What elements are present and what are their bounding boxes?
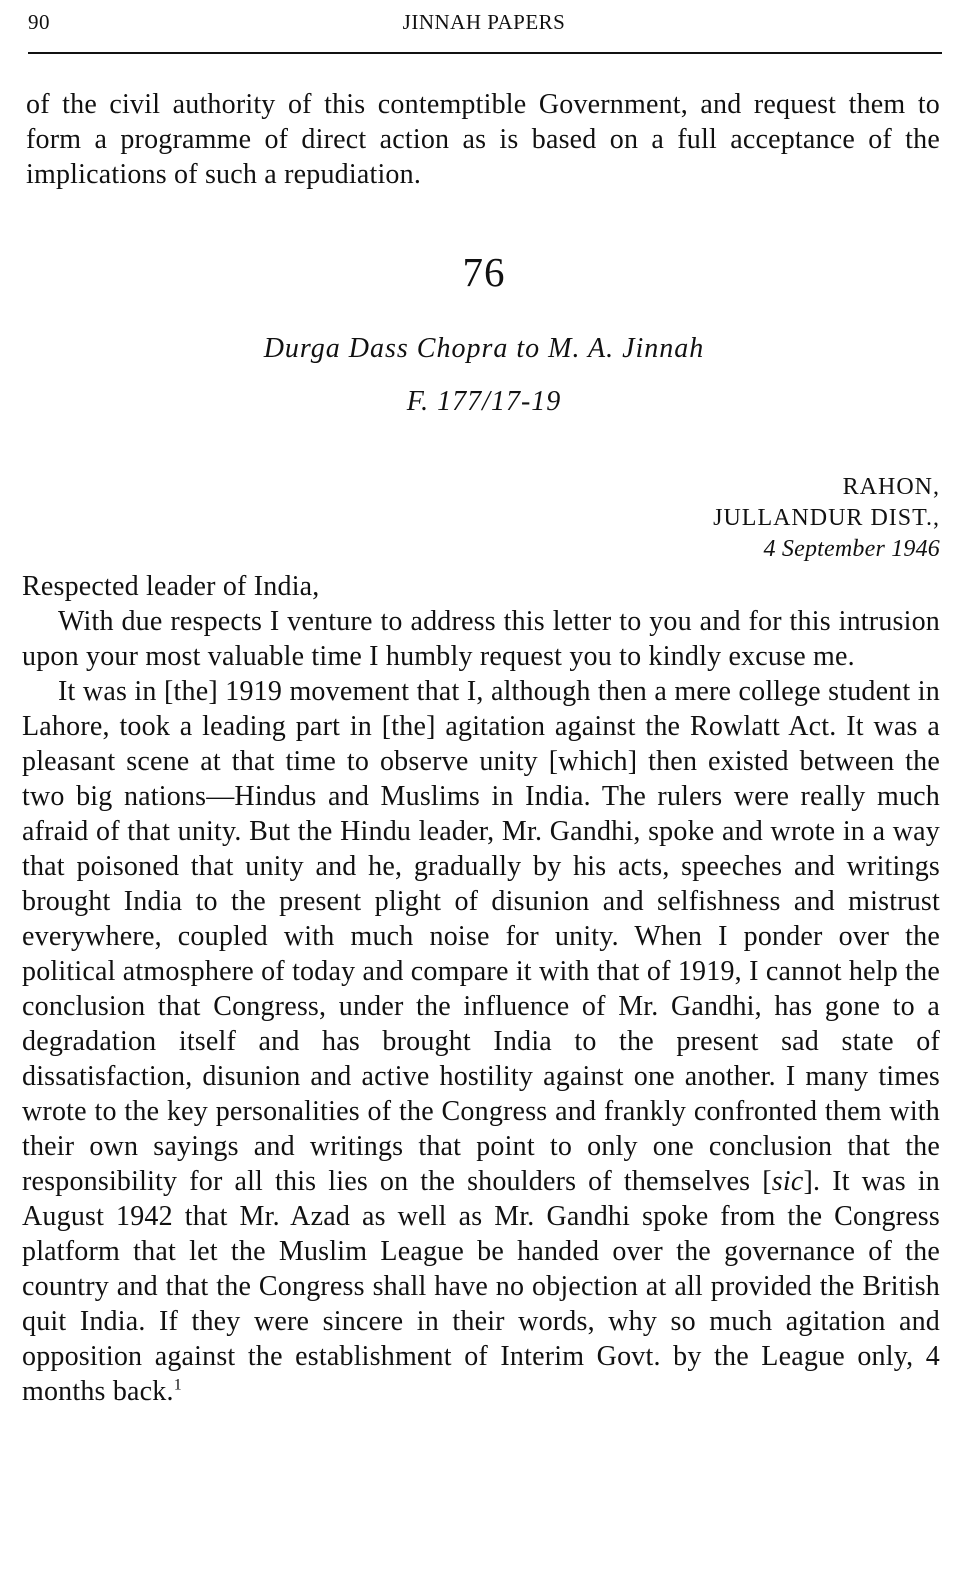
paragraph-2 <box>22 674 940 1409</box>
paragraph-2-part-2: ]. It was in August 1942 that Mr. Azad as well as Mr. Gandhi spoke from the Congress platform that let the Muslim League be handed over the governance of the country and that the Congress shall have no objection at all provided the British quit India. If they were sincere in their words, why so much agitation and opposition against the establishment of Interim Govt. by the League only, 4 months back. <box>22 1166 941 1407</box>
letter-body <box>22 569 940 1409</box>
salutation: Respected leader of India, <box>22 571 320 602</box>
letter-date: 4 September 1946 <box>763 536 940 562</box>
letter-address <box>713 472 940 565</box>
paragraph-1 <box>22 604 940 674</box>
page-number: 90 <box>28 10 50 34</box>
running-head <box>26 8 942 44</box>
address-line-place: RAHON, <box>842 474 940 500</box>
header-rule <box>28 52 942 54</box>
paragraph-2-part-1: It was in [the] 1919 movement that I, although then a mere college student in Lahore, took a leading part in [the] agitation against the Rowlatt Act. It was a pleasant scene at that time to observe unity [which] then existed between the two big nations—Hindus and Muslims in India. The rulers were really much afraid of that unity. But the Hindu leader, Mr. Gandhi, spoke and wrote in a way that poisoned that unity and he, gradually by his acts, speeches and writings brought India to the present plight of disunion and selfishness and mistrust everywhere, coupled with much noise for unity. When I ponder over the political atmosphere of today and compare it with that of 1919, I cannot help the conclusion that Congress, under the influence of Mr. Gandhi, has gone to a degradation itself and has brought India to the present sad state of dissatisfaction, disunion and active hostility against one another. I many times wrote to the key personalities of the Congress and frankly confronted them with their own sayings and writings that point to only one conclusion that the responsibility for all this lies on the shoulders of themselves [ <box>22 676 940 1197</box>
carryover-paragraph: of the civil authority of this contemptible Government, and request them to form a programme of direct action as is based on a full acceptance of the implications of such a repudiation. <box>26 89 940 190</box>
footnote-marker[interactable]: 1 <box>173 1376 182 1394</box>
running-title: JINNAH PAPERS <box>402 10 566 34</box>
document-number: 76 <box>462 249 506 295</box>
paragraph-1-text: With due respects I venture to address this letter to you and for this intrusion upon your most valuable time I humbly request you to kindly excuse me. <box>22 606 940 672</box>
document-title: Durga Dass Chopra to M. A. Jinnah <box>263 333 705 364</box>
sic-annotation: sic <box>771 1166 804 1197</box>
file-reference: F. 177/17-19 <box>406 386 562 417</box>
paragraph-2-text <box>22 674 940 1409</box>
address-line-district: JULLANDUR DIST., <box>713 505 940 531</box>
